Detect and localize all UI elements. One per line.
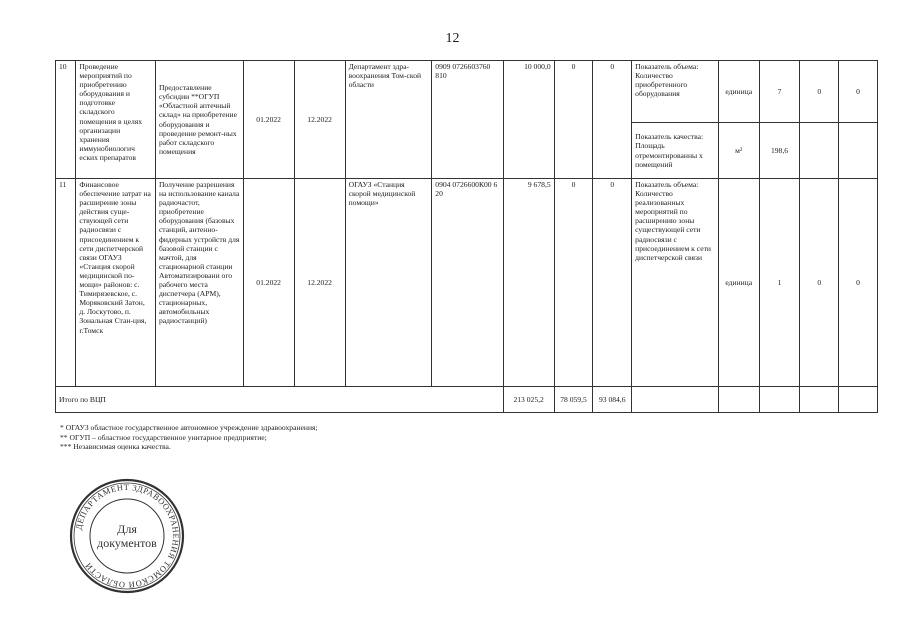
indicator-value-3: 0 bbox=[839, 61, 878, 123]
empty-cell bbox=[839, 387, 878, 413]
empty-cell bbox=[632, 387, 719, 413]
indicator-value-2 bbox=[800, 123, 839, 179]
row-number: 11 bbox=[56, 179, 76, 387]
indicator-name: Показатель качества: Площадь отремонтированны х помещений bbox=[632, 123, 719, 179]
row-number: 10 bbox=[56, 61, 76, 179]
indicator-value-1: 7 bbox=[759, 61, 800, 123]
sum-year-2: 0 bbox=[554, 61, 593, 179]
total-sum-year-3: 93 084,6 bbox=[593, 387, 632, 413]
empty-cell bbox=[800, 387, 839, 413]
sum-year-3: 0 bbox=[593, 179, 632, 387]
table-row bbox=[56, 179, 878, 387]
empty-cell bbox=[718, 387, 759, 413]
indicator-name: Показатель объема: Количество приобретенного оборудования bbox=[632, 61, 719, 123]
stamp-center-line-1: Для bbox=[117, 522, 137, 536]
event-name: Финансовое обеспечение затрат на расширение зоны действия суще-ствующей сети радиосвязи с присоединением к сети диспетчерской связи ОГАУЗ «Станция скорой медицинской по-мощи» районов: с. Тимирязевское, с. Моряковский Затон, д. Лоскутово, п. Зональная Стан-ция, г.Томск bbox=[76, 179, 156, 387]
indicator-unit: единица bbox=[718, 179, 759, 387]
footnote: *** Независимая оценка качества. bbox=[60, 442, 171, 451]
executor: Департамент здра-воохранения Том-ской области bbox=[345, 61, 432, 179]
total-label: Итого по ВЦП bbox=[56, 387, 504, 413]
indicator-unit: единица bbox=[718, 61, 759, 123]
start-date: 01.2022 bbox=[243, 179, 294, 387]
sum-year-1: 9 678,5 bbox=[503, 179, 554, 387]
total-sum-year-1: 213 025,2 bbox=[503, 387, 554, 413]
event-name: Проведение мероприятий по приобретению оборудования и подготовке складского помещения в целях организации хранения иммунобиологич еских препаратов bbox=[76, 61, 156, 179]
table-row bbox=[56, 61, 878, 123]
sum-year-3: 0 bbox=[593, 61, 632, 179]
event-description: Получение разрешения на использование канала радиочастот, приобретение оборудования (базовых станций, антенно-фидерных устройств для базовой станции с мачтой, для стационарной станции Автоматизировани ого рабочего места диспетчера (АРМ), стационарных, автомобильных радиостанций) bbox=[155, 179, 243, 387]
budget-code: 0904 0726600К00 6 20 bbox=[432, 179, 503, 387]
sum-year-1: 10 000,0 bbox=[503, 61, 554, 179]
indicator-name: Показатель объема: Количество реализованных мероприятий по расширению зоны существующей сети радиосвязи с присоединением к сети диспетчерской связи bbox=[632, 179, 719, 387]
program-table bbox=[55, 60, 878, 413]
indicator-value-2: 0 bbox=[800, 61, 839, 123]
indicator-value-2: 0 bbox=[800, 179, 839, 387]
end-date: 12.2022 bbox=[294, 179, 345, 387]
department-stamp bbox=[68, 477, 186, 595]
total-sum-year-2: 78 059,5 bbox=[554, 387, 593, 413]
budget-code: 0909 0726603760 810 bbox=[432, 61, 503, 179]
executor: ОГАУЗ «Станция скорой медицинской помощи» bbox=[345, 179, 432, 387]
footnotes bbox=[60, 423, 318, 452]
indicator-value-1: 1 bbox=[759, 179, 800, 387]
indicator-value-1: 198,6 bbox=[759, 123, 800, 179]
event-description: Предоставление субсидии **ОГУП «Областной аптечный склад» на приобретение оборудования и проведение ремонт-ных работ складского помещения bbox=[155, 61, 243, 179]
indicator-value-3 bbox=[839, 123, 878, 179]
end-date: 12.2022 bbox=[294, 61, 345, 179]
stamp-ring-text: ДЕПАРТАМЕНТ ЗДРАВООХРАНЕНИЯ ТОМСКОЙ ОБЛАСТИ bbox=[74, 482, 181, 590]
indicator-unit: м² bbox=[718, 123, 759, 179]
indicator-value-3: 0 bbox=[839, 179, 878, 387]
empty-cell bbox=[759, 387, 800, 413]
footnote: ** ОГУП – областное государственное унитарное предприятие; bbox=[60, 432, 267, 442]
total-row bbox=[56, 387, 878, 413]
stamp-center-line-2: документов bbox=[97, 536, 157, 550]
start-date: 01.2022 bbox=[243, 61, 294, 179]
sum-year-2: 0 bbox=[554, 179, 593, 387]
page-number: 12 bbox=[445, 31, 460, 46]
footnote: * ОГАУЗ областное государственное автономное учреждение здравоохранения; bbox=[60, 423, 318, 432]
